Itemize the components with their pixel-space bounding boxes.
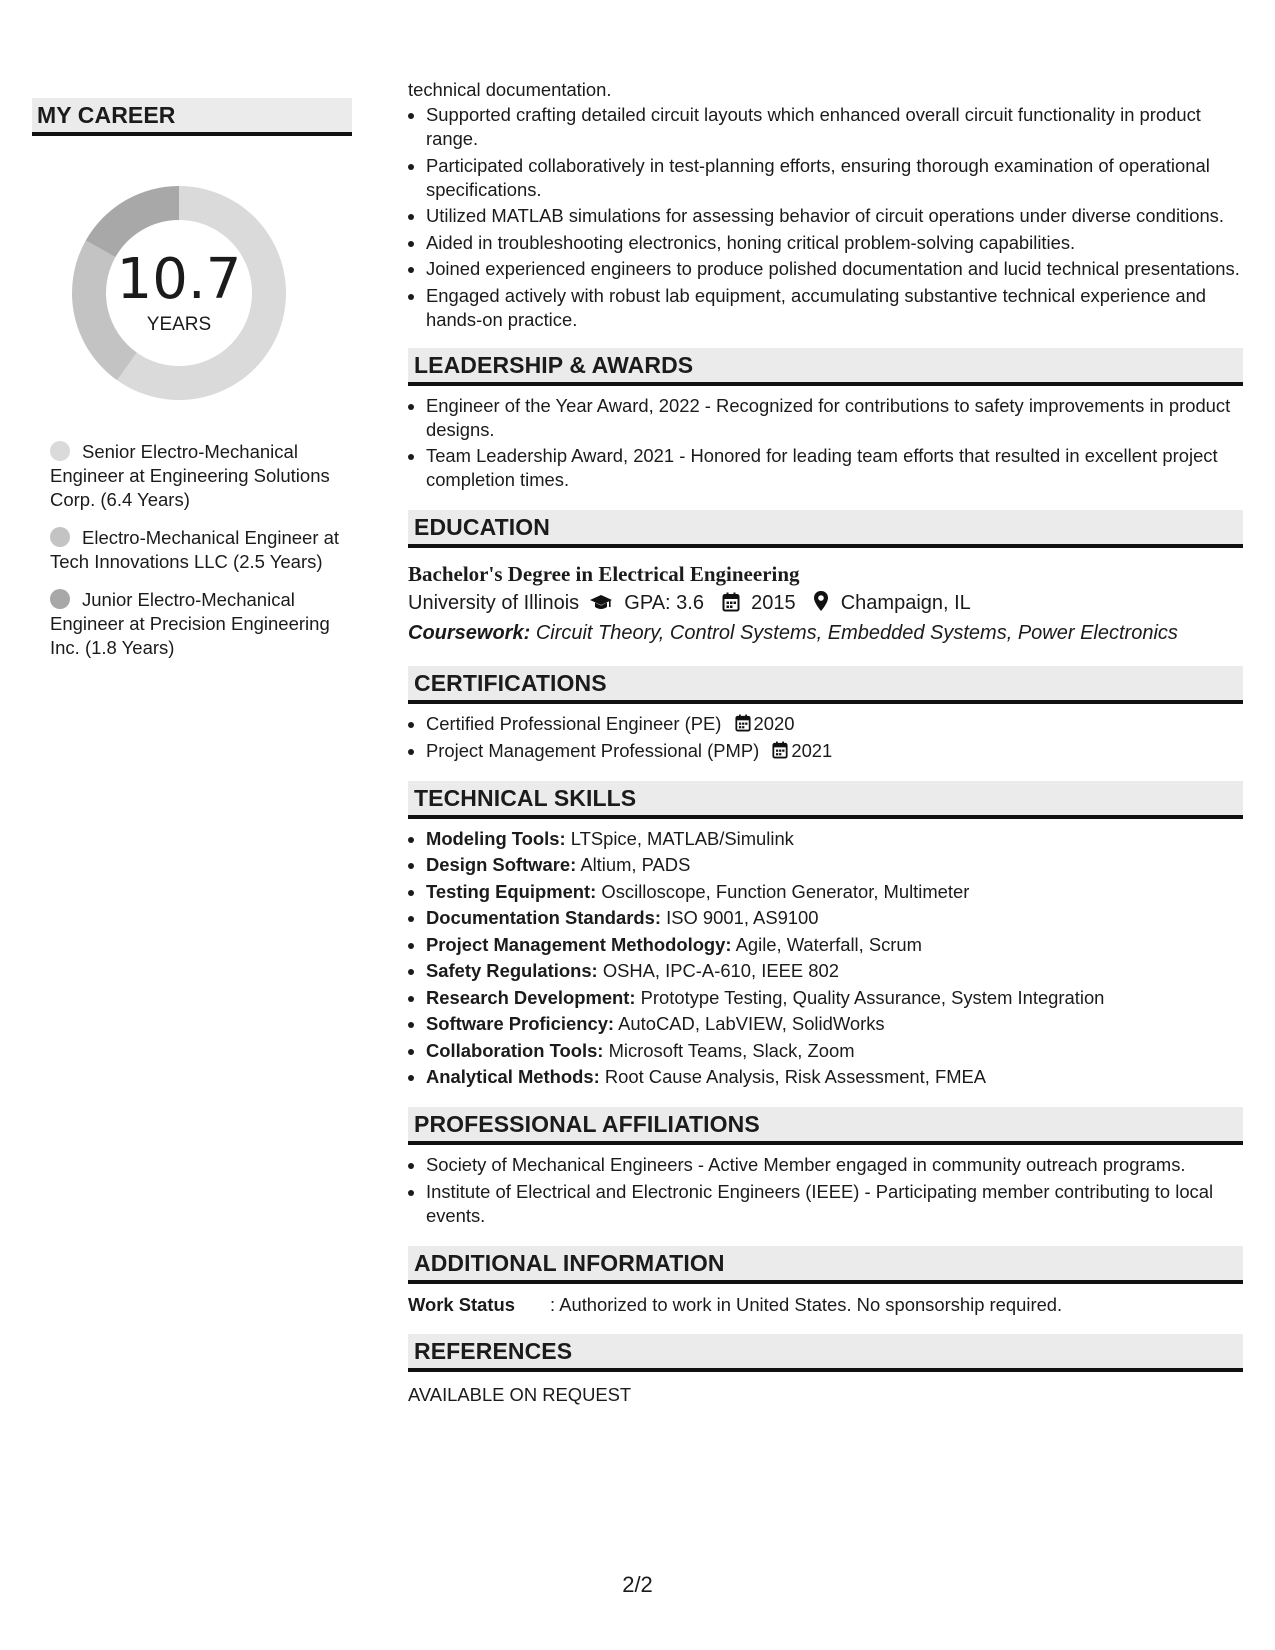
skill-label: Project Management Methodology: — [426, 933, 732, 955]
page-number: 2/2 — [622, 1572, 653, 1597]
legend-label: Junior Electro-Mechanical Engineer at Precision Engineering Inc. (1.8 Years) — [50, 589, 330, 658]
legend-label: Senior Electro-Mechanical Engineer at Engineering Solutions Corp. (6.4 Years) — [50, 441, 330, 510]
legend-item — [50, 526, 350, 574]
main-column — [408, 78, 1243, 1406]
total-years-value: 10.7 — [116, 247, 242, 312]
legend-dot — [50, 527, 70, 547]
list-item — [426, 906, 1243, 930]
list-item: • Supported crafting detailed circuit layouts which enhanced overall circuit functionality in product range. — [426, 103, 1243, 151]
coursework — [408, 618, 1243, 648]
career-legend — [50, 440, 350, 660]
legend-item — [50, 588, 350, 660]
list-item: • Engineer of the Year Award, 2022 - Recognized for contributions to safety improvements in product designs. — [426, 394, 1243, 442]
leadership-list — [408, 394, 1243, 493]
degree-title: Bachelor's Degree in Electrical Engineering — [408, 562, 800, 586]
cert-date — [764, 740, 832, 761]
list-item — [426, 880, 1243, 904]
skill-label: Safety Regulations: — [426, 960, 598, 981]
cert-year: 2021 — [791, 739, 833, 761]
graduation-cap-icon — [589, 594, 613, 612]
skill-value: Oscilloscope, Function Generator, Multimeter — [601, 880, 970, 902]
certifications-list — [408, 712, 1243, 763]
references-heading: REFERENCES — [408, 1334, 1243, 1372]
certifications-section — [408, 666, 1243, 763]
list-item: • Institute of Electrical and Electronic Engineers (IEEE) - Participating member contributing to local events. — [426, 1180, 1243, 1228]
references-section — [408, 1334, 1243, 1406]
coursework-label: Coursework: — [408, 622, 531, 644]
list-item: • Joined experienced engineers to produce polished documentation and lucid technical presentations. — [426, 257, 1243, 281]
skill-value: LTSpice, MATLAB/Simulink — [570, 827, 794, 849]
additional-section — [408, 1246, 1243, 1316]
cert-name: Certified Professional Engineer (PE) — [426, 713, 722, 734]
affiliations-heading: PROFESSIONAL AFFILIATIONS — [408, 1107, 1243, 1145]
list-item: • Participated collaboratively in test-planning efforts, ensuring thorough examination of operational specifications. — [426, 154, 1243, 202]
references-text: AVAILABLE ON REQUEST — [408, 1383, 632, 1405]
skill-label: Software Proficiency: — [426, 1013, 615, 1034]
list-item: • Utilized MATLAB simulations for assessing behavior of circuit operations under diverse conditions. — [426, 204, 1243, 228]
skill-value: Microsoft Teams, Slack, Zoom — [608, 1039, 855, 1061]
list-item: • Engaged actively with robust lab equipment, accumulating substantive technical experience and hands-on practice. — [426, 284, 1243, 332]
skill-value: Prototype Testing, Quality Assurance, System Integration — [640, 986, 1105, 1008]
work-status-label: Work Status — [408, 1293, 515, 1315]
list-item — [426, 1065, 1243, 1089]
list-item — [426, 933, 1243, 957]
location-pin-icon — [813, 590, 829, 612]
skill-label: Design Software: — [426, 854, 577, 875]
legend-dot — [50, 441, 70, 461]
list-item — [426, 739, 1243, 763]
coursework-list: Circuit Theory, Control Systems, Embedded Systems, Power Electronics — [535, 622, 1178, 644]
list-item: • Team Leadership Award, 2021 - Honored for leading team efforts that resulted in excellent project completion times. — [426, 444, 1243, 492]
donut-center — [66, 180, 292, 406]
certifications-heading: CERTIFICATIONS — [408, 666, 1243, 704]
education-section — [408, 510, 1243, 648]
list-item — [426, 853, 1243, 877]
skills-list — [408, 827, 1243, 1090]
calendar-icon — [772, 741, 788, 759]
list-item — [426, 986, 1243, 1010]
skill-value: Altium, PADS — [580, 854, 691, 875]
school-name: University of Illinois — [408, 592, 580, 614]
gpa: GPA: 3.6 — [624, 592, 704, 614]
skills-section — [408, 781, 1243, 1090]
legend-dot — [50, 589, 70, 609]
list-item — [426, 1012, 1243, 1036]
list-item — [426, 959, 1243, 983]
cert-date — [727, 713, 795, 734]
skill-label: Testing Equipment: — [426, 880, 597, 902]
skill-label: Analytical Methods: — [426, 1066, 600, 1087]
skill-label: Modeling Tools: — [426, 827, 566, 849]
legend-label: Electro-Mechanical Engineer at Tech Innovations LLC (2.5 Years) — [50, 527, 340, 572]
career-donut-chart — [66, 180, 292, 406]
skill-value: Root Cause Analysis, Risk Assessment, FMEA — [604, 1066, 987, 1087]
skill-label: Collaboration Tools: — [426, 1039, 604, 1061]
legend-item — [50, 440, 350, 512]
skills-heading: TECHNICAL SKILLS — [408, 781, 1243, 819]
experience-bullets — [408, 103, 1243, 332]
work-status-value: : Authorized to work in United States. No sponsorship required. — [550, 1293, 1063, 1315]
skill-label: Research Development: — [426, 986, 636, 1008]
work-status-row — [408, 1294, 1243, 1316]
skill-label: Documentation Standards: — [426, 907, 662, 928]
experience-continued — [408, 78, 1243, 332]
cert-year: 2020 — [753, 713, 795, 734]
education-heading: EDUCATION — [408, 510, 1243, 548]
additional-heading: ADDITIONAL INFORMATION — [408, 1246, 1243, 1284]
skill-value: AutoCAD, LabVIEW, SolidWorks — [618, 1013, 885, 1034]
school-location: Champaign, IL — [840, 592, 971, 614]
total-years-unit: YEARS — [146, 314, 212, 335]
skill-value: ISO 9001, AS9100 — [666, 907, 819, 928]
career-sidebar — [32, 98, 352, 674]
list-item: • Society of Mechanical Engineers - Active Member engaged in community outreach programs. — [426, 1153, 1243, 1177]
list-item: • Aided in troubleshooting electronics, honing critical problem-solving capabilities. — [426, 231, 1243, 255]
leadership-heading: LEADERSHIP & AWARDS — [408, 348, 1243, 386]
list-item — [426, 1039, 1243, 1063]
cert-name: Project Management Professional (PMP) — [426, 739, 760, 761]
list-item — [426, 712, 1243, 736]
experience-continued-line: technical documentation. — [408, 79, 612, 100]
list-item — [426, 827, 1243, 851]
calendar-icon — [722, 592, 740, 612]
affiliations-section — [408, 1107, 1243, 1228]
skill-value: Agile, Waterfall, Scrum — [735, 933, 922, 955]
skill-value: OSHA, IPC-A-610, IEEE 802 — [602, 960, 839, 981]
calendar-icon — [735, 714, 751, 732]
education-details — [408, 588, 1243, 618]
affiliations-list — [408, 1153, 1243, 1228]
leadership-section — [408, 348, 1243, 493]
career-heading: MY CAREER — [32, 98, 352, 136]
graduation-year: 2015 — [751, 592, 796, 614]
